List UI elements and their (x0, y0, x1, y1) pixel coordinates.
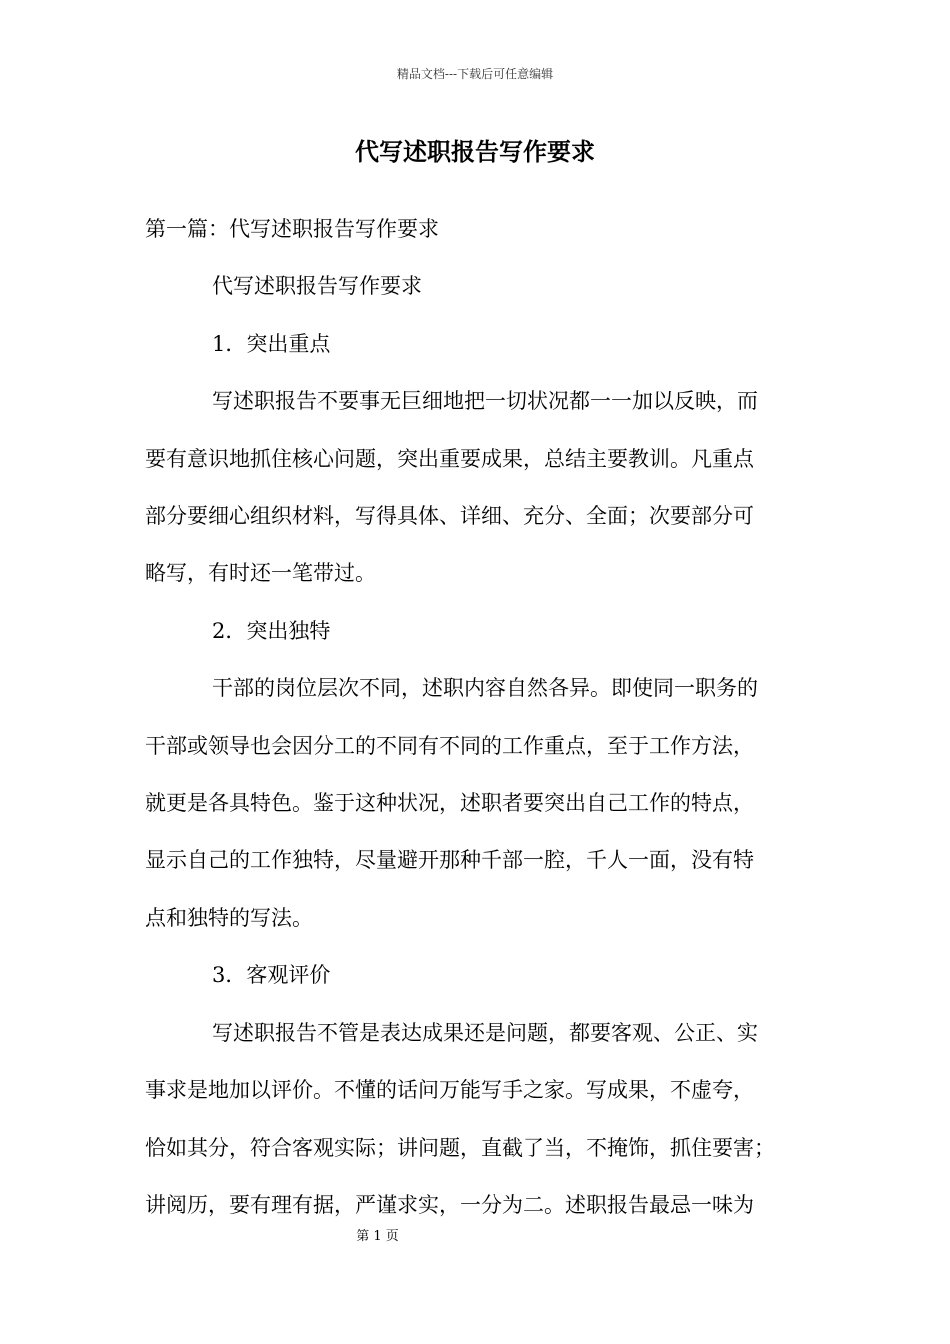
section-heading: 第一篇：代写述职报告写作要求 (145, 217, 439, 241)
paragraph-line: 要有意识地抓住核心问题，突出重要成果，总结主要教训。凡重点 (145, 446, 754, 471)
paragraph-line: 部分要细心组织材料，写得具体、详细、充分、全面；次要部分可 (145, 504, 754, 529)
point-heading-3: 3．客观评价 (212, 963, 331, 988)
paragraph-line: 干部的岗位层次不同，述职内容自然各异。即使同一职务的 (212, 676, 758, 701)
paragraph-line: 略写，有时还一笔带过。 (145, 561, 376, 586)
page-number: 第 1 页 (356, 1229, 399, 1244)
paragraph-line: 恰如其分，符合客观实际；讲问题，直截了当，不掩饰，抓住要害； (145, 1135, 775, 1160)
point-heading-1: 1．突出重点 (212, 331, 331, 356)
paragraph-line: 讲阅历，要有理有据，严谨求实，一分为二。述职报告最忌一味为 (145, 1192, 754, 1217)
document-body (145, 201, 815, 1234)
paragraph-line: 写述职报告不要事无巨细地把一切状况都一一加以反映，而 (212, 389, 758, 414)
page-header: 精品文档---下载后可任意编辑 (396, 67, 554, 81)
point-heading-2: 2．突出独特 (212, 618, 331, 643)
paragraph-line: 写述职报告不管是表达成果还是问题，都要客观、公正、实 (212, 1020, 758, 1045)
paragraph-line: 事求是地加以评价。不懂的话问万能写手之家。写成果，不虚夸， (145, 1078, 754, 1103)
paragraph-line: 干部或领导也会因分工的不同有不同的工作重点，至于工作方法， (145, 733, 754, 758)
paragraph-line: 显示自己的工作独特，尽量避开那种千部一腔，千人一面，没有特 (145, 848, 754, 873)
paragraph-line: 点和独特的写法。 (145, 905, 313, 930)
paragraph-line: 就更是各具特色。鉴于这种状况，述职者要突出自己工作的特点， (145, 791, 754, 816)
subtitle: 代写述职报告写作要求 (212, 274, 422, 299)
document-title: 代写述职报告写作要求 (355, 137, 595, 166)
